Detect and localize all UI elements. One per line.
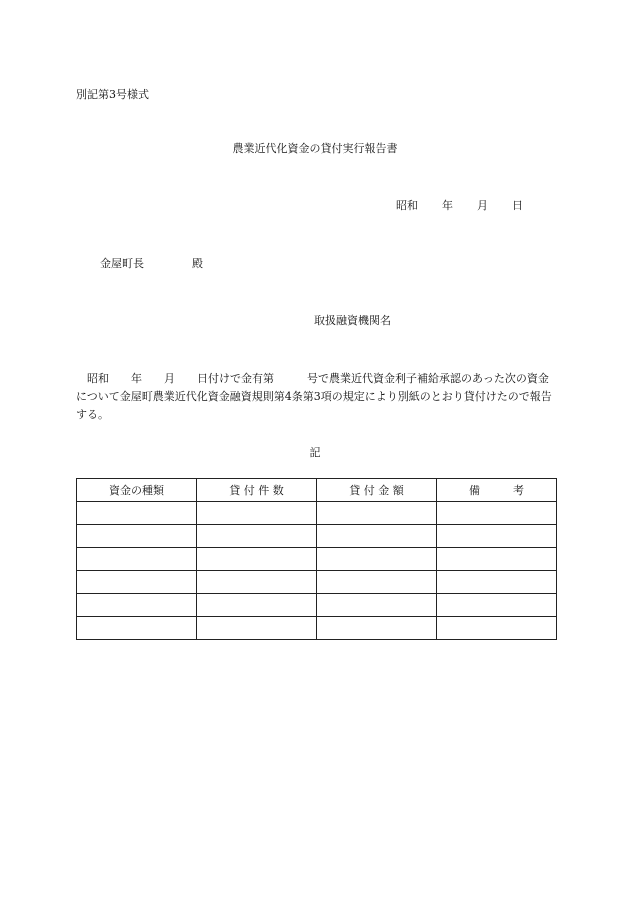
table-body — [77, 502, 557, 640]
table-cell[interactable] — [197, 548, 317, 571]
table-cell[interactable] — [197, 525, 317, 548]
table-cell[interactable] — [77, 571, 197, 594]
date-day: 日 — [512, 199, 523, 212]
table-row — [77, 617, 557, 640]
table-row — [77, 502, 557, 525]
ki-label: 記 — [309, 446, 321, 459]
table-cell[interactable] — [317, 571, 437, 594]
table-cell[interactable] — [437, 548, 557, 571]
table-cell[interactable] — [77, 617, 197, 640]
table-cell[interactable] — [77, 525, 197, 548]
form-number: 別記第3号様式 — [76, 88, 149, 101]
table-header-row — [77, 479, 557, 502]
table-cell[interactable] — [77, 548, 197, 571]
date-month: 月 — [477, 199, 488, 212]
table-cell[interactable] — [437, 502, 557, 525]
header-remarks: 備 考 — [437, 479, 557, 502]
institution-label: 取扱融資機関名 — [314, 314, 391, 327]
addressee — [100, 255, 203, 271]
body-text: 昭和 年 月 日付けで金有第 号で農業近代資金利子補給承認のあった次の資金について金屋町農業近代化資金融資規則第4条第3項の規定により別紙のとおり貸付けたので報告する。 — [76, 372, 552, 421]
date-year: 年 — [442, 199, 453, 212]
table-row — [77, 525, 557, 548]
header-fund-type: 資金の種類 — [77, 479, 197, 502]
table-cell[interactable] — [197, 502, 317, 525]
table-row — [77, 594, 557, 617]
table-cell[interactable] — [77, 594, 197, 617]
addressee-honorific: 殿 — [192, 257, 203, 270]
table-row — [77, 571, 557, 594]
table-cell[interactable] — [197, 594, 317, 617]
table-cell[interactable] — [317, 594, 437, 617]
table-cell[interactable] — [437, 571, 557, 594]
table-cell[interactable] — [197, 571, 317, 594]
table-cell[interactable] — [317, 502, 437, 525]
table-row — [77, 548, 557, 571]
table-cell[interactable] — [437, 594, 557, 617]
date-line — [396, 197, 523, 213]
header-loan-amount: 貸 付 金 額 — [317, 479, 437, 502]
loan-report-table — [76, 478, 557, 640]
table-cell[interactable] — [317, 525, 437, 548]
table-cell[interactable] — [437, 525, 557, 548]
table-cell[interactable] — [317, 548, 437, 571]
table-cell[interactable] — [77, 502, 197, 525]
table-cell[interactable] — [317, 617, 437, 640]
table-cell[interactable] — [437, 617, 557, 640]
header-loan-count: 貸 付 件 数 — [197, 479, 317, 502]
document-title: 農業近代化資金の貸付実行報告書 — [232, 142, 398, 155]
date-era: 昭和 — [396, 199, 418, 212]
addressee-name: 金屋町長 — [100, 257, 144, 270]
table-cell[interactable] — [197, 617, 317, 640]
